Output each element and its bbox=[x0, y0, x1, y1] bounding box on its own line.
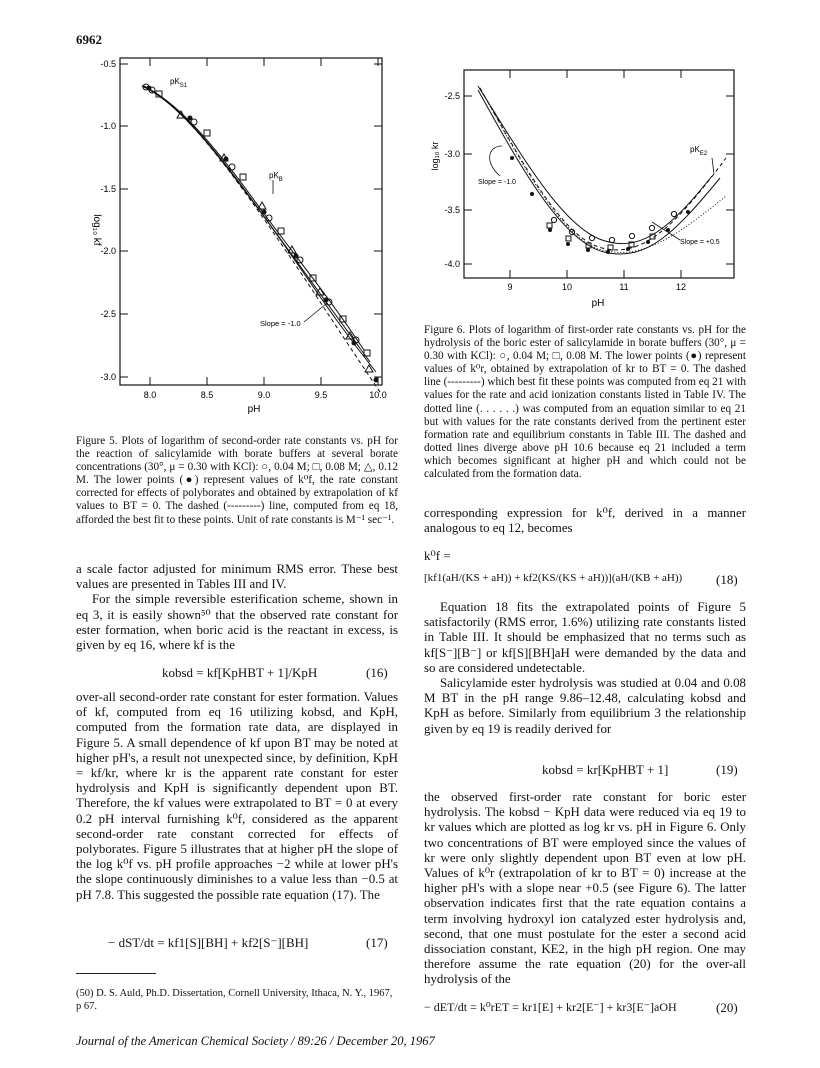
fig6-ytick-1: -2.5 bbox=[444, 91, 460, 101]
fig5-ytick-2: -1.0 bbox=[100, 121, 116, 131]
figure-5 bbox=[64, 50, 394, 430]
fig5-curve-3 bbox=[142, 86, 376, 372]
fig6-ytick-3: -3.5 bbox=[444, 205, 460, 215]
fig5-ylabel: log₁₀ kf bbox=[91, 214, 102, 246]
right-paragraph-3: Salicylamide ester hydrolysis was studied at 0.04 and 0.08 M BT in the pH range 9.86–12.48, calculating kobsd and KpH as before. Similarly from equilibrium 3 the relationship given by eq 19 is readily derived for bbox=[424, 676, 746, 736]
fig6-ytick-4: -4.0 bbox=[444, 259, 460, 269]
fig6-xlabel: pH bbox=[591, 298, 605, 309]
fig5-curve-1 bbox=[142, 86, 364, 350]
fig5-xtick-2: 8.5 bbox=[200, 390, 214, 400]
fig5-slope-label: Slope = -1.0 bbox=[260, 319, 301, 328]
figure-5-plot bbox=[64, 50, 394, 430]
right-column bbox=[424, 506, 746, 536]
equation-18: [kf1(aH/(KS + aH)) + kf2(KS/(KS + aH))](aH/(KB + aH)) bbox=[424, 572, 683, 584]
figure-6-plot bbox=[412, 66, 746, 316]
fig6-ytick-2: -3.0 bbox=[444, 149, 460, 159]
fig6-slope-left-label: Slope = -1.0 bbox=[478, 179, 516, 186]
footnote-50: (50) D. S. Auld, Ph.D. Dissertation, Cornell University, Ithaca, N. Y., 1967, p 67. bbox=[76, 988, 393, 1012]
figure-6-caption: Figure 6. Plots of logarithm of first-order rate constants vs. pH for the hydrolysis of the boric ester of salicylamide in borate buffers (30°, μ = 0.30 with KCl): ○, 0.04 M; □, 0.08 M. The lower points (●) represent values of k⁰r, obtained by extrapolation of kr to BT = 0. The dashed line (---------) which best fit these points was computed from eq 21 with values for the rate and acid ionization constants listed in Table IV. The dotted line (. . . . . .) was computed from an equation similar to eq 21 but with values for the rate constants derived from the pertinent ester formation rate and equilibrium constants in Table III. The dashed and dotted lines diverge above pH 10.6 because eq 21 included a term which becomes significant at higher pH and which could not be calculated from the formation data. bbox=[424, 324, 746, 481]
fig5-xtick-3: 9.0 bbox=[257, 390, 271, 400]
equation-20-number: (20) bbox=[716, 1000, 738, 1015]
fig5-xlabel: pH bbox=[247, 404, 261, 415]
journal-footer: Journal of the American Chemical Society / 89:26 / December 20, 1967 bbox=[76, 1034, 435, 1048]
fig5-xtick-1: 8.0 bbox=[143, 390, 157, 400]
fig6-ylabel: log₁₀ kr bbox=[430, 141, 440, 171]
left-column bbox=[76, 562, 398, 653]
right-paragraph-1: corresponding expression for k⁰f, derived in a manner analogous to eq 12, becomes bbox=[424, 506, 746, 536]
fig5-ytick-5: -2.5 bbox=[100, 309, 116, 319]
equation-19: kobsd = kr[KpHBT + 1] bbox=[542, 762, 669, 777]
fig6-xtick-4: 12 bbox=[675, 282, 687, 292]
fig6-dashed-line bbox=[480, 88, 726, 250]
right-paragraph-2: Equation 18 fits the extrapolated points of Figure 5 satisfactorily (RMS error, 1.6%) utilizing rate constants listed in Table III. It should be emphasized that no terms such as kf[S⁻][B⁻] or kf[S][BH]aH were demanded by the data and so are considered undetectable. bbox=[424, 600, 746, 675]
fig6-curve-lower bbox=[478, 90, 720, 254]
right-column-bottom bbox=[424, 790, 746, 988]
fig6-slope-right-label: Slope = +0.5 bbox=[680, 239, 720, 246]
fig6-pk-e2-label: $pK_{E2}$ bbox=[690, 145, 708, 157]
left-paragraph-2: For the simple reversible esterification scheme, shown in eq 3, it is easily shown⁵⁰ that the observed rate constant for ester formation, when boric acid is the reactant in excess, is given by eq 16, where kf is the bbox=[76, 592, 398, 653]
fig6-xtick-2: 10 bbox=[561, 282, 573, 292]
left-column-continued bbox=[76, 690, 398, 903]
figure-6 bbox=[412, 66, 746, 316]
footnote-rule bbox=[76, 973, 156, 974]
equation-16: kobsd = kf[KpHBT + 1]/KpH bbox=[162, 665, 318, 680]
fig6-curve-upper bbox=[478, 86, 712, 244]
fig5-ytick-6: -3.0 bbox=[100, 372, 116, 382]
fig5-ytick-4: -2.0 bbox=[100, 246, 116, 256]
fig5-xtick-5: 10.0 bbox=[369, 390, 387, 400]
left-paragraph-3: over-all second-order rate constant for ester formation. Values of kf, computed from eq 16 utilizing kobsd, and KpH, computed from the formation rate data, are displayed in Figure 5. A small dependence of kf upon BT may be noted at higher pH's, a result not unexpected since, by definition, KpH = kf/kr, where kr is the apparent rate constant for ester hydrolysis and KpH is significantly dependent upon BT. Therefore, the kf values were extrapolated to BT = 0 at every 0.2 pH interval furnishing k⁰f, considered as the apparent second-order rate constant corrected for effects of polyborates. Figure 5 illustrates that at higher pH the slope of the log k⁰f vs. pH profile approaches −2 while at lower pH's the slope continuously diminishes to a value less than −0.5 at pH 7.8. This suggested the possible rate equation (17). The bbox=[76, 690, 398, 902]
equation-18-lhs: k⁰f = bbox=[424, 548, 451, 563]
left-paragraph-1: a scale factor adjusted for minimum RMS error. These best values are presented in Tables III and IV. bbox=[76, 562, 398, 592]
equation-19-number: (19) bbox=[716, 762, 738, 777]
fig5-pk-b-label: $pK_B$ bbox=[269, 171, 283, 183]
page-number: 6962 bbox=[76, 32, 102, 47]
fig5-xtick-4: 9.5 bbox=[314, 390, 328, 400]
equation-16-number: (16) bbox=[366, 665, 388, 680]
fig5-curve-2 bbox=[142, 86, 370, 362]
fig5-ytick-3: -1.5 bbox=[100, 184, 116, 194]
fig6-xtick-3: 11 bbox=[619, 282, 629, 292]
figure-5-caption: Figure 5. Plots of logarithm of second-order rate constants vs. pH for the reaction of salicylamide with borate buffers at several borate concentrations (30°, μ = 0.30 with KCl): ○, 0.04 M; □, 0.08 M; △, 0.12 M. The lower points (●) represent values of k⁰f, the rate constant corrected for effects of polyborates and obtained by extrapolation of kf values to BT = 0. The dashed (---------) line, computed from eq 18, afforded the best fit to these points. Unit of rate constants is M⁻¹ sec⁻¹. bbox=[76, 435, 398, 526]
equation-17: − dST/dt = kf1[S][BH] + kf2[S⁻][BH] bbox=[108, 935, 309, 950]
fig5-ytick-1: -0.5 bbox=[100, 59, 116, 69]
equation-17-number: (17) bbox=[366, 935, 388, 950]
fig5-dashed-line bbox=[144, 86, 382, 395]
fig6-dotted-line bbox=[480, 88, 726, 252]
fig6-xtick-1: 9 bbox=[507, 282, 513, 292]
right-column-continued bbox=[424, 600, 746, 737]
equation-18-number: (18) bbox=[716, 572, 738, 587]
equation-20: − dET/dt = k⁰rET = kr1[E] + kr2[E⁻] + kr3[E⁻]aOH bbox=[424, 1000, 677, 1014]
right-paragraph-4: the observed first-order rate constant for boric ester hydrolysis. The kobsd − KpH data were reduced via eq 19 to kr values which are plotted as log kr vs. pH in Figure 6. Only two concentrations of BT were employed since the values of kr were only slightly dependent upon BT even at low pH. Values of k⁰r (extrapolation of kr to BT = 0) increase at the higher pH's with a slope near +0.5 (see Figure 6). The latter observation indicates first that the rate equation contains a term involving hydroxyl ion catalyzed ester hydrolysis and, second, that one must postulate for the ester a second acid dissociation constant, KE2, in the high pH region. One may therefore assume the rate equation (20) for the over-all hydrolysis of the bbox=[424, 790, 746, 987]
fig5-pk-s1-label: $pK_{S1}$ bbox=[170, 77, 188, 89]
